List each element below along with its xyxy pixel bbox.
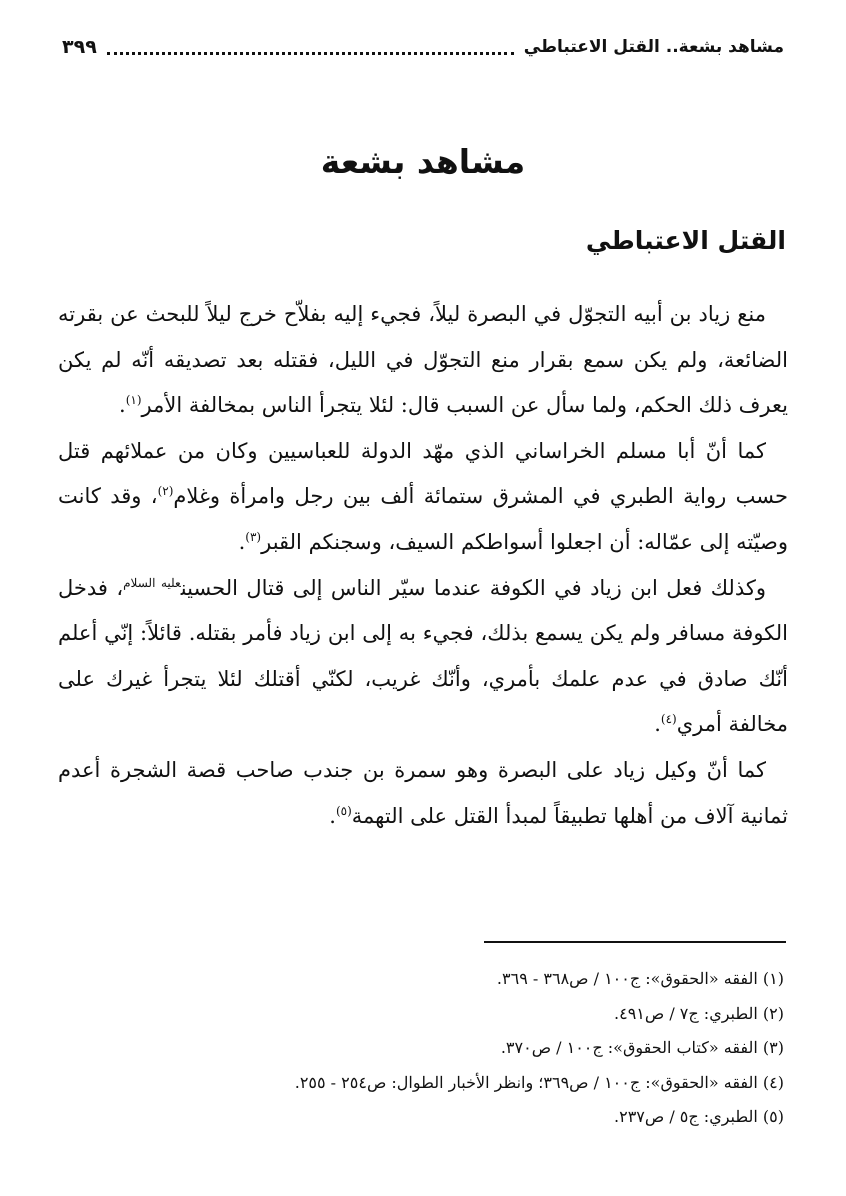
paragraph-2-end: . <box>238 529 246 554</box>
paragraph-1 <box>58 292 788 429</box>
footnote-ref-2: (٢) <box>157 484 174 499</box>
running-title: مشاهد بشعة.. القتل الاعتباطي <box>523 37 784 57</box>
paragraph-4-text: كما أنّ وكيل زياد على البصرة وهو سمرة بن جندب صاحب قصة الشجرة أعدم ثمانية آلاف من أهلها تطبيقاً لمبدأ القتل على التهمة <box>58 757 788 828</box>
paragraph-4-tail: . <box>329 803 336 828</box>
paragraph-2-text: كما أنّ أبا مسلم الخراساني الذي مهّد الدولة للعباسيين وكان من عملائهم قتل حسب رواية الطبري في المشرق ستمائة ألف بين رجل وامرأة وغلام <box>58 438 788 509</box>
paragraph-3-text: وكذلك فعل ابن زياد في الكوفة عندما سيّر الناس إلى قتال الحسين <box>180 575 766 600</box>
section-title: القتل الاعتباطي <box>585 226 786 255</box>
footnote-ref-5: (٥) <box>335 803 352 818</box>
footnote-3: (٣) الفقه «كتاب الحقوق»: ج١٠٠ / ص٣٧٠. <box>500 1038 784 1057</box>
honorific-mark: عليه السلام <box>123 575 181 590</box>
page-number: ٣٩٩ <box>62 36 97 58</box>
paragraph-3-tail: ، فدخل الكوفة مسافر ولم يكن يسمع بذلك، فجيء به إلى ابن زياد فأمر بقتله. قائلاً: إنّي أعلم أنّك صادق في عدم علمك بأمري، وأنّك غريب، لكنّي أقتلك لئلا يتجرأ غيرك على مخالفة أمري <box>58 575 788 737</box>
paragraph-1-tail: . <box>119 393 126 418</box>
footnote-5: (٥) الطبري: ج٥ / ص٢٣٧. <box>614 1107 784 1126</box>
footnote-2: (٢) الطبري: ج٧ / ص٤٩١. <box>614 1003 784 1023</box>
footnote-ref-1: (١) <box>125 393 142 408</box>
paragraph-3-end: . <box>654 712 661 737</box>
body-text <box>58 292 788 839</box>
paragraph-4 <box>58 748 788 839</box>
paragraph-1-text: منع زياد بن أبيه التجوّل في البصرة ليلاً، فجيء إليه بفلاّح خرج ليلاً للبحث عن بقرته الضائعة، ولم يكن سمع بقرار منع التجوّل في الليل، فقتله بعد تصديقه أنّه لم يكن يعرف ذلك الحكم، ولما سأل عن السبب قال: لئلا يتجرأ الناس بمخالفة الأمر <box>58 302 788 418</box>
footnote-separator <box>484 941 786 943</box>
footnotes <box>58 962 784 1135</box>
header-dotted-leader <box>107 40 514 55</box>
footnote-ref-4: (٤) <box>660 712 677 727</box>
footnote-4: (٤) الفقه «الحقوق»: ج١٠٠ / ص٣٦٩؛ وانظر الأخبار الطوال: ص٢٥٤ - ٢٥٥. <box>294 1072 784 1092</box>
running-header <box>62 32 784 62</box>
footnote-ref-3: (٣) <box>245 529 262 544</box>
footnote-1: (١) الفقه «الحقوق»: ج١٠٠ / ص٣٦٨ - ٣٦٩. <box>496 969 784 988</box>
paragraph-2 <box>58 429 788 566</box>
paragraph-2-tail: ، وقد كانت وصيّته إلى عمّاله: أن اجعلوا أسواطكم السيف، وسجنكم القبر <box>58 484 788 554</box>
paragraph-3 <box>58 566 788 748</box>
chapter-title: مشاهد بشعة <box>320 142 526 181</box>
